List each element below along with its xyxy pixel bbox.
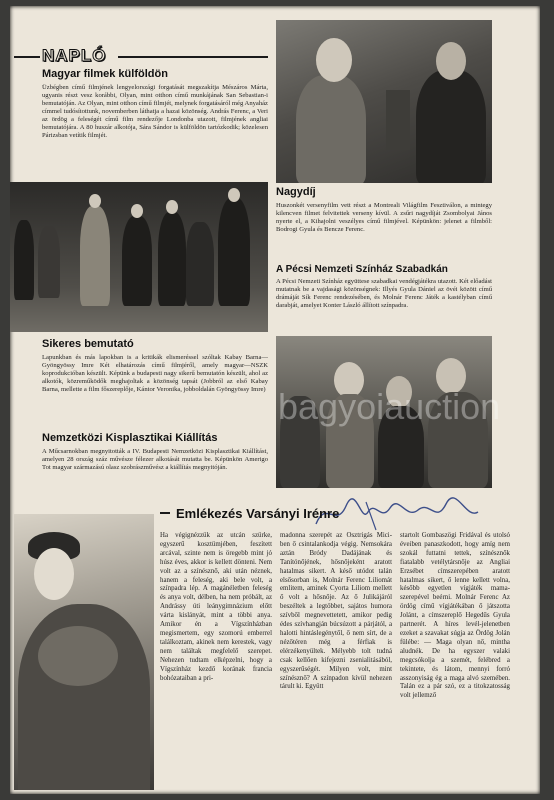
article-column: madonna szerepét az Osztrigás Mici-ben ő csintalankodja végig. Nemsokára aztán Bródy Dadájának és Tanítónőjének, hősnőjeként aratott hatalmas sikert. A késő utódot talán elsősorban is, Molnár Ferenc Liliomát emlitem, aminek Cyorta Liliom mellett ő volt a hősnője. Az ő Julikájáról beszéltek a legtöbbet, sajátos humora szívből megnevettetett, amikor pedig édes szívhangján búcsúzott a párjától, a halotti hintáslegénytől, ő nem sírt, de a nézőtéren még a férfiak is elérzékenyültek. Mélyebb tolt tudná csak kellően kifejezni zsenialitásából, egyszerűségét. Milyen volt, mint színésznő? A színpadon kívül nehezen tárult ki. Együtt <box>280 532 392 691</box>
watermark: bagyoiauction <box>278 386 501 427</box>
article-title: A Pécsi Nemzeti Színház Szabadkán <box>276 264 448 275</box>
article-title: Sikeres bemutató <box>42 338 134 350</box>
header-rule-right <box>118 56 268 58</box>
article-body: Lapunkban és más lapokban is a kritikák elismeréssel szóltak Kabay Barna—Gyöngyössy Imre Két elhatározás című filmjéről, amely magyar—NSZK koprodukcióban készült. Képünk a budapesti nagy sikerű bemutatón készült, ahol az alkotók, közreműködők meghajoltak a közönség tapsát (Jobbról az első Kabay Barna, mellette a film főszereplője, Kántor Veronika, jobboldalán Gyöngyössy Imre) <box>42 354 268 393</box>
article-title: Magyar filmek külföldön <box>42 68 168 80</box>
article-title: Nemzetközi Kisplasztikai Kiállítás <box>42 432 218 444</box>
portrait-photo <box>14 514 154 790</box>
film-scene-photo <box>276 20 492 183</box>
article-title: Emlékezés Varsányi Irénre <box>176 506 340 521</box>
article-body: A Műcsarnokban megnyitották a IV. Budapesti Nemzetközi Kisplasztikai Kiállítást, amelyen 28 ország száz művésze félezer alkotását mutatta be. Képünkön Amerigo Tot magyar származású olasz szobrászművész a kiállítás megnyitóján. <box>42 448 268 471</box>
header-rule-left <box>14 56 40 58</box>
article-body: A Pécsi Nemzeti Színház együttese szabadkai vendégjátékra utazott. Két előadást mutatnak be a vajdasági közönségnek: Illyés Gyula Dániel az övéi között című drámáját Sík Ferenc rendezésében, és Molnár Ferenc Játék a kastélyban című darabját, amelyet Konter László állított színpadra. <box>276 278 492 309</box>
article-column: Ha végignézzük az utcán szürke, egyszerű kosztümjében, feszített arcával, szinte nem is öregebb mint jó húsz éves, akkor is kellett dönteni. Nem volt az a színésznő, aki után néznek, hanem a feleség, aki bele volt, a színpadra lép. A magánéletben feleség és anya volt, délben, ha nem próbált, az Andrássy úti leánygimnázium előtt várta kislányát, mint a többi anya. Amikor én a Vígszínházban megismertem, egy szomorú emberrel találkoztam, akinek nem kerestek, vagy nem találtak megfelelő szerepet. Nehezen tudtam elképzelni, hogy a Vígszínház kezdő korának francia bohózataiban a pri- <box>160 532 272 682</box>
article-title: Nagydíj <box>276 186 316 198</box>
section-title: NAPLÓ <box>42 46 107 65</box>
stage-photo <box>10 182 268 332</box>
section-rule <box>160 512 170 514</box>
article-body: Üzbégben című filmjének lengyelországi forgatását megszakítja Mészáros Márta, ugyanis részt vesz korábbi, Olyan, mint otthon című munkájának San Sebastian-i bemutatóján. Az Olyan, mint otthon című filmjét, melynek forgatásáról még Anyaház címmel tudósítottunk, novemberben láthatja a hazai közönség. András Ferenc, a Veri az ördög a feleségét című film rendezője Londonba utazott, filmjének angliai bemutatójára. A 80 huszár alkotója, Sára Sándor is külföldön tartózkodik; közelesen Párizsban vetítik filmjét. <box>42 84 268 139</box>
magazine-page <box>10 6 540 794</box>
article-body: Huszonkét versenyfilm vett részt a Montreali Világfilm Fesztiválon, a mintegy kilencven filmet felvitettek verseny kívül. A zsűri nagydíját Zsombolyai János nyerte el, a Kihajolni veszélyes című filmjével. Képünkön: jelenet a filmből: Bodrogi Gyula és Bencze Ferenc. <box>276 202 492 233</box>
article-column: startolt Gombaszögi Fridával és utolsó éveiben panaszkodott, hogy amíg nem szokál futtatni tettek, színésznők fiatalabb vetélytársnője az Angliai Erzsébet címszerepében aratott hatalmas sikert, ő lenne kellett volna, később egyetlen vígjáték mama-szerepével beérni. Molnár Ferenc Az ördög című vígjátékában ő játszotta Jolánt, a címszereplő Hegedűs Gyula partnerét. A híres levél-jelenetben ezeket a szavakat súgja az Ördög Jolán fülébe: — Maga olyan nő, mintha aludnék. De ha egyszer valaki megcsókolja a szemét, felébred a tekintete, és látom, mennyi forró asszonyiság ég a maga alvó szemében. Talán ez a pár szó, ez a titokzatosság volt jellemző <box>400 532 510 700</box>
